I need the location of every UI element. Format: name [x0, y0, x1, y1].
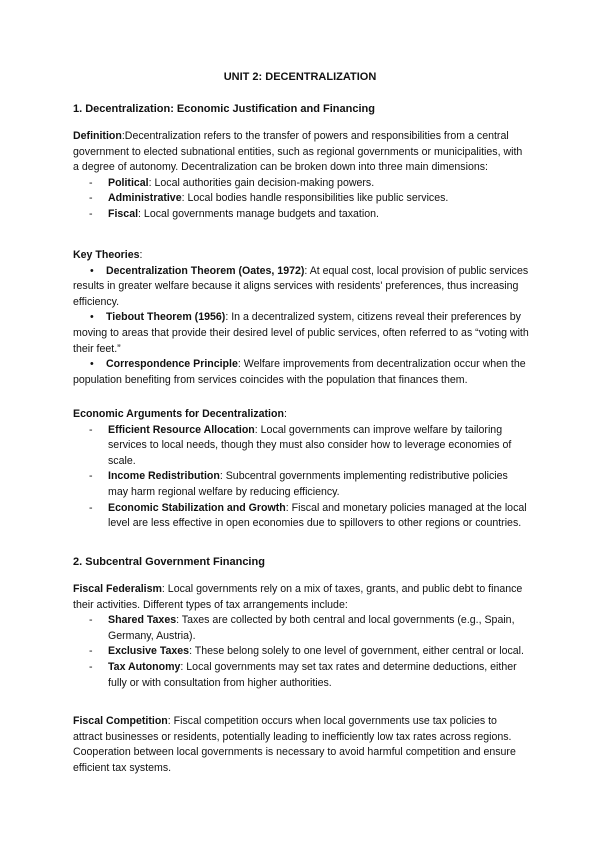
list-item: • Decentralization Theorem (Oates, 1972): At equal cost, local provision of public services results in greater welfare because it aligns services with residents' preferences, thus increasing efficiency. [73, 264, 529, 308]
list-item: - Political: Local authorities gain decision-making powers. [73, 176, 529, 192]
section-2-heading: 2. Subcentral Government Financing [73, 556, 265, 568]
fiscal-competition-block: Fiscal Competition: Fiscal competition occurs when local governments use tax policies to attract businesses or residents, potentially leading to inefficiently low tax rates across regions. Cooperation between local governments is necessary to avoid harmful competition and ensure efficient tax systems. [73, 715, 516, 774]
economic-arguments-block: Economic Arguments for Decentralization: - Efficient Resource Allocation: Local governments can improve welfare by tailoring services to local needs, though they must also consider how to leverage economies of scale. - Income Redistribution: Subcentral governments implementing redistributive policies may harm regional welfare by reducing efficiency. - Economic Stabilization and Growth: Fiscal and monetary policies managed at the local level are less effective in open economies due to spillovers to other regions or countries. [73, 407, 529, 532]
list-item: - Economic Stabilization and Growth: Fiscal and monetary policies managed at the local level are less effective in open economies due to spillovers to other regions or countries. [73, 501, 529, 532]
list-item: - Efficient Resource Allocation: Local governments can improve welfare by tailoring services to local needs, though they must also consider how to leverage economies of scale. [73, 423, 529, 470]
list-item: • Tiebout Theorem (1956): In a decentralized system, citizens reveal their preferences by moving to areas that provide their desired level of public services, often referred to as “voting with their feet.” [73, 311, 529, 355]
document-title: UNIT 2: DECENTRALIZATION [223, 71, 377, 83]
list-item: - Tax Autonomy: Local governments may set tax rates and determine deductions, either fully or with consultation from higher authorities. [73, 660, 529, 691]
fiscal-federalism-label: Fiscal Federalism [73, 583, 162, 595]
definition-block [73, 129, 529, 223]
list-item: - Fiscal: Local governments manage budgets and taxation. [73, 207, 529, 223]
section-1-heading: 1. Decentralization: Economic Justification and Financing [73, 103, 375, 115]
list-item: - Income Redistribution: Subcentral governments implementing redistributive policies may harm regional welfare by reducing efficiency. [73, 469, 529, 500]
list-item: • Correspondence Principle: Welfare improvements from decentralization occur when the population benefiting from services coincides with the population that finances them. [73, 358, 526, 386]
list-item: - Administrative: Local bodies handle responsibilities like public services. [73, 191, 529, 207]
fiscal-competition-label: Fiscal Competition [73, 715, 168, 727]
list-item: - Shared Taxes: Taxes are collected by both central and local governments (e.g., Spain, Germany, Austria). [73, 613, 529, 644]
key-theories-label: Key Theories [73, 249, 140, 261]
bullet-icon: • [90, 358, 94, 371]
definition-label: Definition [73, 130, 122, 142]
key-theories-block: Key Theories: • Decentralization Theorem (Oates, 1972): At equal cost, local provision of public services results in greater welfare because it aligns services with residents' preferences, thus increasing efficiency. • Tiebout Theorem (1956): In a decentralized system, citizens reveal their preferences by moving to areas that provide their desired level of public services, often referred to as “voting with their feet.” • Correspondence Principle: Welfare improvements from decentralization occur when the population benefiting from services coincides with the population that finances them. [73, 248, 529, 388]
bullet-icon: • [90, 311, 94, 324]
economic-arguments-label: Economic Arguments for Decentralization [73, 408, 284, 420]
bullet-icon: • [90, 264, 94, 277]
fiscal-federalism-block: Fiscal Federalism: Local governments rely on a mix of taxes, grants, and public debt to finance their activities. Different types of tax arrangements include: - Shared Taxes: Taxes are collected by both central and local governments (e.g., Spain, Germany, Austria). - Exclusive Taxes: These belong solely to one level of government, either central or local. - Tax Autonomy: Local governments may set tax rates and determine deductions, either fully or with consultation from higher authorities. [73, 582, 529, 691]
list-item: - Exclusive Taxes: These belong solely to one level of government, either central or local. [73, 644, 529, 660]
definition-text: :Decentralization refers to the transfer of powers and responsibilities from a central government to elected subnational entities, such as regional governments or municipalities, with a degree of autonomy. Decentralization can be broken down into three main dimensions: [73, 130, 523, 174]
